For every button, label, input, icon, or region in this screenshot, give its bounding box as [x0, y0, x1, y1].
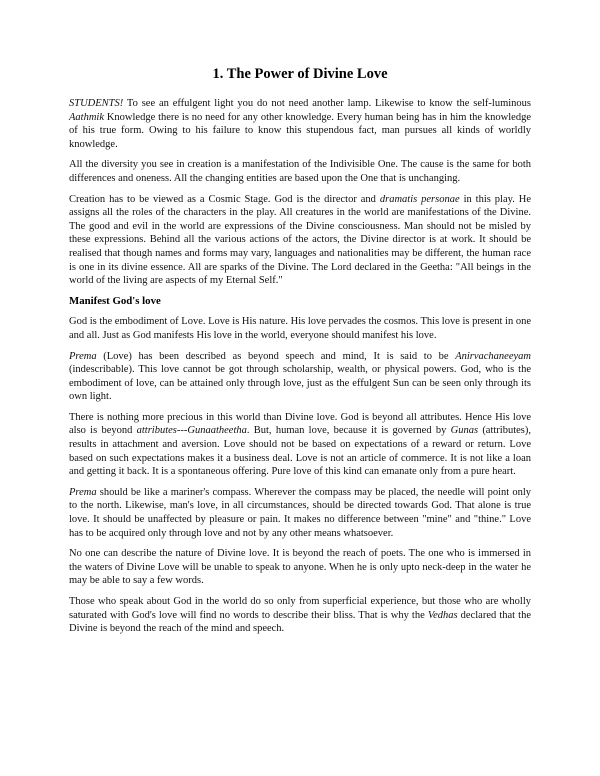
section-heading: Manifest God's love	[69, 294, 161, 307]
italic-term: Anirvachaneeyam	[455, 350, 531, 362]
paragraph-text: (indescribable). This love cannot be got through scholarship, wealth, or physical powers. God, who is the embodiment of love, can be attained only through love, just as the effulgent Sun can be seen only through its own light.	[69, 364, 531, 403]
paragraph-text: Those who speak about God in the world do so only from superficial experience, but those who are wholly saturated with God's love will find no words to describe their bliss. That is why the	[69, 596, 531, 621]
paragraph-text: Creation has to be viewed as a Cosmic Stage. God is the director and	[69, 193, 380, 205]
paragraph-text: declared that the Divine is beyond the reach of the mind and speech.	[69, 609, 531, 635]
paragraph-text: There is nothing more precious in this world than Divine love. God is beyond all attributes. Hence His love also is beyond	[69, 411, 531, 437]
students-lead: STUDENTS!	[69, 98, 124, 109]
paragraph-text: should be like a mariner's compass. Wherever the compass may be placed, the needle will point only to the north. Likewise, man's love, in all circumstances, should be directed towards God. That alone is true love. It should be unaffected by pleasure or pain. It makes no difference between "mine" and "thine." Love has to be acquired only through love and not by any other means whatsoever.	[69, 486, 531, 539]
paragraph-text: . But, human love, because it is governed by	[246, 425, 451, 437]
page-title: 1. The Power of Divine Love	[212, 66, 388, 82]
paragraph-creation	[69, 193, 531, 288]
paragraph-text: (attributes), results in attachment and aversion. Love should not be based on expectations of a reward or return. Love based on such expectations makes it a business deal. Love is not an article of commerce. It is not like a loan and getting it back. It is a spontaneous offering. Pure love of this kind can emanate only from a pure heart.	[69, 425, 532, 478]
paragraph-compass	[69, 486, 531, 540]
italic-term: Vedhas	[427, 609, 458, 621]
paragraph-text: in this play. He assigns all the roles of the characters in the play. All creatures in the world are manifestations of the Divine. The good and evil in the world are expressions of the Divine consciousness. Man should not be misled by these expressions. Behind all the various actions of the actors, the Divine director is at work. It should be realised that though names and forms may vary, languages and nationalities may be different, the human race is one in its divine essence. All are sparks of the Divine. The Lord declared in the Geetha: "All beings in the world of the living are aspects of my Eternal Self."	[69, 193, 531, 287]
italic-term: dramatis personae	[379, 193, 460, 205]
paragraph-prema	[69, 350, 531, 404]
italic-term: Gunas	[450, 425, 479, 437]
paragraph-speak	[69, 595, 531, 636]
paragraph-text: To see an effulgent light you do not need another lamp. Likewise to know the self-luminous	[123, 98, 531, 109]
paragraph-diversity: All the diversity you see in creation is a manifestation of the Indivisible One. The cause is the same for both differences and oneness. All the changing entities are based upon the One that is unchanging.	[69, 159, 531, 184]
italic-term: Prema	[69, 486, 97, 498]
paragraph-text: Knowledge there is no need for any other knowledge. Every human being has in him the knowledge of his true form. Owing to his failure to know this stupendous fact, man pursues all kinds of worldly knowledge.	[69, 111, 531, 150]
italic-term: Prema	[69, 350, 97, 362]
paragraph-text: (Love) has been described as beyond speech and mind, It is said to be	[96, 350, 456, 362]
paragraph-students	[69, 97, 531, 151]
paragraph-embodiment: God is the embodiment of Love. Love is His nature. His love pervades the cosmos. This love is present in one and all. Just as God manifests His love in the world, everyone should manifest his love.	[69, 316, 532, 341]
paragraph-describe: No one can describe the nature of Divine love. It is beyond the reach of poets. The one who is immersed in the waters of Divine Love will be unable to speak to anyone. When he is only upto neck-deep in the water he may be able to say a few words.	[69, 548, 531, 587]
italic-term: Aathmik	[69, 111, 104, 123]
paragraph-precious	[69, 411, 531, 479]
italic-term: attributes---Gunaatheetha	[136, 425, 247, 437]
